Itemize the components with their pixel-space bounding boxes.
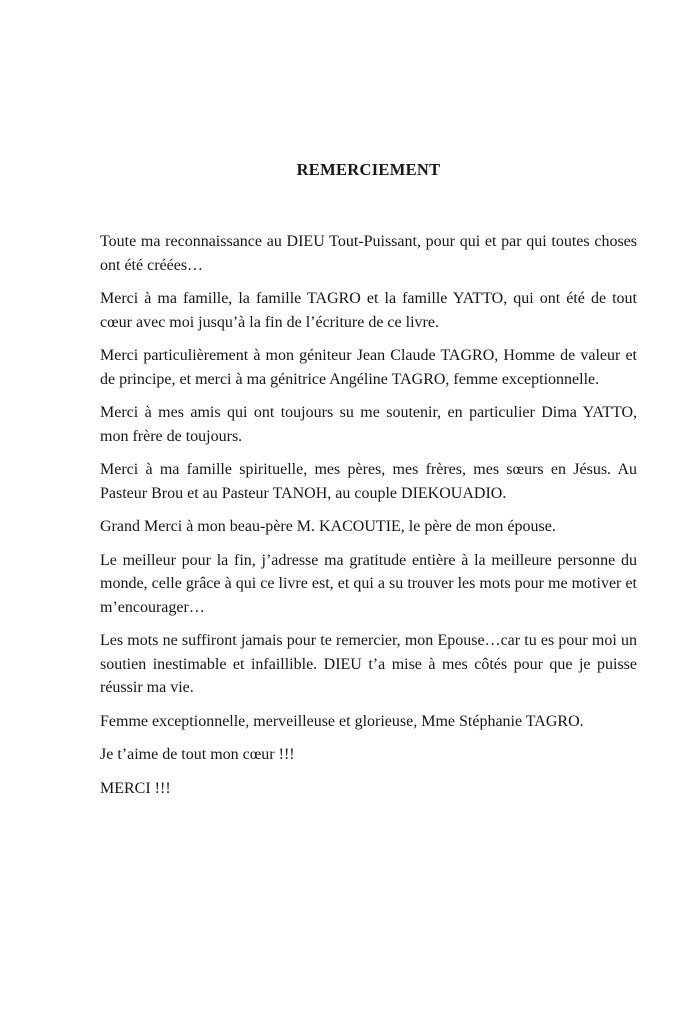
paragraph-famille: Merci à ma famille, la famille TAGRO et la famille YATTO, qui ont été de tout cœur avec moi jusqu’à la fin de l’écriture de ce livre. [100, 290, 637, 331]
paragraph-femme-exceptionnelle: Femme exceptionnelle, merveilleuse et glorieuse, Mme Stéphanie TAGRO. [100, 712, 584, 730]
paragraph-beau-pere: Grand Merci à mon beau-père M. KACOUTIE, le père de mon épouse. [100, 518, 556, 535]
paragraph-amis: Merci à mes amis qui ont toujours su me soutenir, en particulier Dima YATTO, mon frère de toujours. [100, 404, 637, 445]
paragraph-famille-spirituelle: Merci à ma famille spirituelle, mes pères, mes frères, mes sœurs en Jésus. Au Pasteur Brou et au Pasteur TANOH, au couple DIEKOUADIO. [100, 461, 637, 502]
paragraph-parents: Merci particulièrement à mon géniteur Jean Claude TAGRO, Homme de valeur et de principe, et merci à ma génitrice Angéline TAGRO, femme exceptionnelle. [100, 347, 637, 388]
paragraph-meilleur-pour-la-fin: Le meilleur pour la fin, j’adresse ma gratitude entière à la meilleure personne du monde, celle grâce à qui ce livre est, et qui a su trouver les mots pour me motiver et m’encourager… [100, 551, 637, 616]
page-title: REMERCIEMENT [296, 160, 441, 179]
paragraph-merci: MERCI !!! [100, 779, 171, 797]
paragraph-gratitude-dieu: Toute ma reconnaissance au DIEU Tout-Puissant, pour qui et par qui toutes choses ont été créées… [100, 233, 637, 274]
paragraph-epouse: Les mots ne suffiront jamais pour te remercier, mon Epouse…car tu es pour moi un soutien inestimable et infaillible. DIEU t’a mise à mes côtés pour que je puisse réussir ma vie. [100, 632, 637, 696]
paragraph-je-t-aime: Je t’aime de tout mon cœur !!! [100, 746, 295, 763]
